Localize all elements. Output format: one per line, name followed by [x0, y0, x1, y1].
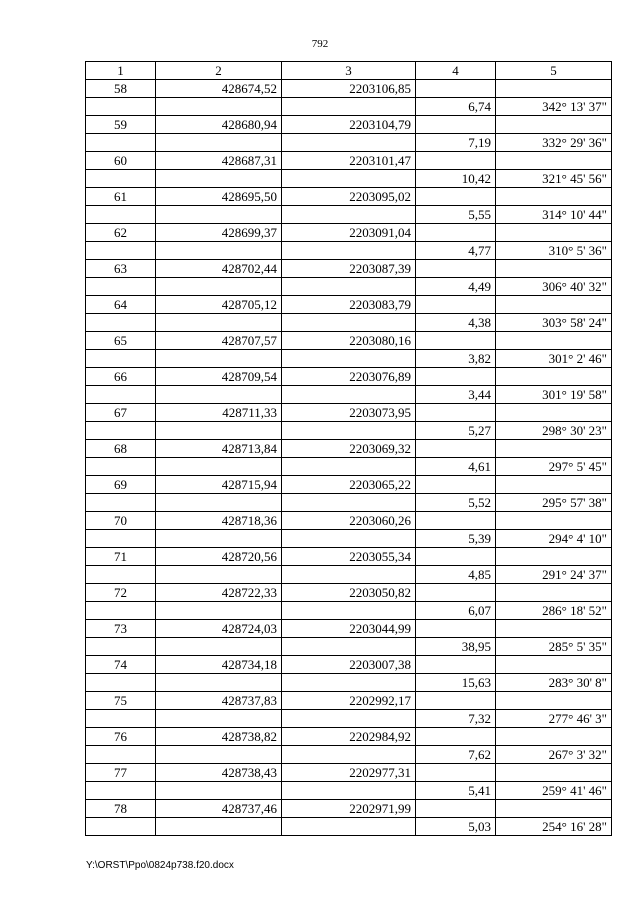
point-number-cell: 65 [86, 332, 156, 350]
empty-cell [156, 206, 282, 224]
table-row-point [86, 728, 612, 746]
table-row-point [86, 620, 612, 638]
empty-cell [416, 476, 496, 494]
direction-angle-cell: 321° 45' 56" [496, 170, 612, 188]
empty-cell [496, 224, 612, 242]
empty-cell [282, 638, 416, 656]
empty-cell [496, 656, 612, 674]
direction-angle-cell: 342° 13' 37" [496, 98, 612, 116]
table-row-segment [86, 422, 612, 440]
direction-angle-cell: 298° 30' 23" [496, 422, 612, 440]
empty-cell [282, 350, 416, 368]
y-coordinate-cell: 2203073,95 [282, 404, 416, 422]
y-coordinate-cell: 2202971,99 [282, 800, 416, 818]
empty-cell [156, 134, 282, 152]
point-number-cell: 74 [86, 656, 156, 674]
x-coordinate-cell: 428738,43 [156, 764, 282, 782]
empty-cell [496, 296, 612, 314]
empty-cell [156, 458, 282, 476]
empty-cell [86, 710, 156, 728]
coordinates-table [85, 61, 612, 836]
empty-cell [282, 98, 416, 116]
x-coordinate-cell: 428711,33 [156, 404, 282, 422]
point-number-cell: 58 [86, 80, 156, 98]
y-coordinate-cell: 2203069,32 [282, 440, 416, 458]
table-row-segment [86, 350, 612, 368]
empty-cell [282, 386, 416, 404]
empty-cell [496, 620, 612, 638]
x-coordinate-cell: 428702,44 [156, 260, 282, 278]
empty-cell [86, 134, 156, 152]
segment-length-cell: 4,49 [416, 278, 496, 296]
point-number-cell: 73 [86, 620, 156, 638]
segment-length-cell: 7,19 [416, 134, 496, 152]
segment-length-cell: 5,39 [416, 530, 496, 548]
empty-cell [496, 512, 612, 530]
table-header-row [86, 62, 612, 80]
x-coordinate-cell: 428718,36 [156, 512, 282, 530]
x-coordinate-cell: 428734,18 [156, 656, 282, 674]
empty-cell [86, 422, 156, 440]
empty-cell [86, 206, 156, 224]
empty-cell [86, 638, 156, 656]
table-row-segment [86, 170, 612, 188]
empty-cell [496, 368, 612, 386]
table-row-point [86, 332, 612, 350]
segment-length-cell: 7,62 [416, 746, 496, 764]
table-row-point [86, 440, 612, 458]
segment-length-cell: 4,85 [416, 566, 496, 584]
direction-angle-cell: 291° 24' 37" [496, 566, 612, 584]
empty-cell [86, 350, 156, 368]
table-row-point [86, 476, 612, 494]
empty-cell [416, 764, 496, 782]
segment-length-cell: 4,77 [416, 242, 496, 260]
table-row-segment [86, 206, 612, 224]
direction-angle-cell: 306° 40' 32" [496, 278, 612, 296]
empty-cell [86, 98, 156, 116]
point-number-cell: 59 [86, 116, 156, 134]
y-coordinate-cell: 2202992,17 [282, 692, 416, 710]
point-number-cell: 76 [86, 728, 156, 746]
empty-cell [156, 566, 282, 584]
empty-cell [156, 98, 282, 116]
empty-cell [86, 530, 156, 548]
segment-length-cell: 38,95 [416, 638, 496, 656]
empty-cell [496, 692, 612, 710]
empty-cell [156, 314, 282, 332]
empty-cell [86, 674, 156, 692]
empty-cell [156, 746, 282, 764]
column-header-4: 4 [416, 62, 496, 80]
empty-cell [496, 404, 612, 422]
direction-angle-cell: 295° 57' 38" [496, 494, 612, 512]
y-coordinate-cell: 2203007,38 [282, 656, 416, 674]
empty-cell [496, 188, 612, 206]
empty-cell [156, 710, 282, 728]
empty-cell [416, 80, 496, 98]
segment-length-cell: 6,07 [416, 602, 496, 620]
table-row-point [86, 656, 612, 674]
y-coordinate-cell: 2203095,02 [282, 188, 416, 206]
empty-cell [282, 530, 416, 548]
point-number-cell: 60 [86, 152, 156, 170]
table-body [86, 80, 612, 836]
point-number-cell: 75 [86, 692, 156, 710]
segment-length-cell: 15,63 [416, 674, 496, 692]
segment-length-cell: 3,82 [416, 350, 496, 368]
empty-cell [416, 332, 496, 350]
empty-cell [282, 818, 416, 836]
table-row-point [86, 188, 612, 206]
direction-angle-cell: 303° 58' 24" [496, 314, 612, 332]
empty-cell [156, 530, 282, 548]
x-coordinate-cell: 428737,83 [156, 692, 282, 710]
table-row-segment [86, 746, 612, 764]
empty-cell [86, 494, 156, 512]
empty-cell [156, 782, 282, 800]
empty-cell [496, 80, 612, 98]
empty-cell [282, 674, 416, 692]
segment-length-cell: 4,38 [416, 314, 496, 332]
empty-cell [156, 242, 282, 260]
direction-angle-cell: 277° 46' 3" [496, 710, 612, 728]
empty-cell [496, 728, 612, 746]
x-coordinate-cell: 428674,52 [156, 80, 282, 98]
y-coordinate-cell: 2203044,99 [282, 620, 416, 638]
empty-cell [282, 170, 416, 188]
empty-cell [86, 602, 156, 620]
empty-cell [282, 134, 416, 152]
table-row-point [86, 404, 612, 422]
direction-angle-cell: 294° 4' 10" [496, 530, 612, 548]
segment-length-cell: 5,41 [416, 782, 496, 800]
y-coordinate-cell: 2203087,39 [282, 260, 416, 278]
table-row-segment [86, 386, 612, 404]
empty-cell [86, 314, 156, 332]
direction-angle-cell: 297° 5' 45" [496, 458, 612, 476]
table-row-segment [86, 674, 612, 692]
y-coordinate-cell: 2203080,16 [282, 332, 416, 350]
point-number-cell: 68 [86, 440, 156, 458]
empty-cell [282, 710, 416, 728]
segment-length-cell: 5,03 [416, 818, 496, 836]
table-row-segment [86, 134, 612, 152]
x-coordinate-cell: 428720,56 [156, 548, 282, 566]
point-number-cell: 77 [86, 764, 156, 782]
y-coordinate-cell: 2203065,22 [282, 476, 416, 494]
direction-angle-cell: 283° 30' 8" [496, 674, 612, 692]
empty-cell [416, 656, 496, 674]
x-coordinate-cell: 428737,46 [156, 800, 282, 818]
table-row-segment [86, 530, 612, 548]
empty-cell [416, 116, 496, 134]
y-coordinate-cell: 2203050,82 [282, 584, 416, 602]
segment-length-cell: 10,42 [416, 170, 496, 188]
empty-cell [156, 602, 282, 620]
empty-cell [282, 242, 416, 260]
table-row-segment [86, 566, 612, 584]
y-coordinate-cell: 2203106,85 [282, 80, 416, 98]
table-row-point [86, 80, 612, 98]
point-number-cell: 69 [86, 476, 156, 494]
empty-cell [416, 296, 496, 314]
table-row-point [86, 584, 612, 602]
table-row-point [86, 296, 612, 314]
table-row-point [86, 152, 612, 170]
empty-cell [156, 818, 282, 836]
empty-cell [496, 116, 612, 134]
y-coordinate-cell: 2203055,34 [282, 548, 416, 566]
empty-cell [416, 188, 496, 206]
empty-cell [156, 170, 282, 188]
x-coordinate-cell: 428705,12 [156, 296, 282, 314]
y-coordinate-cell: 2203083,79 [282, 296, 416, 314]
empty-cell [416, 224, 496, 242]
empty-cell [156, 422, 282, 440]
empty-cell [156, 674, 282, 692]
y-coordinate-cell: 2202984,92 [282, 728, 416, 746]
x-coordinate-cell: 428707,57 [156, 332, 282, 350]
point-number-cell: 63 [86, 260, 156, 278]
empty-cell [156, 638, 282, 656]
segment-length-cell: 5,27 [416, 422, 496, 440]
table-row-point [86, 512, 612, 530]
x-coordinate-cell: 428695,50 [156, 188, 282, 206]
column-header-1: 1 [86, 62, 156, 80]
table-row-segment [86, 818, 612, 836]
empty-cell [282, 602, 416, 620]
column-header-2: 2 [156, 62, 282, 80]
table-row-segment [86, 278, 612, 296]
table-row-point [86, 800, 612, 818]
direction-angle-cell: 301° 19' 58" [496, 386, 612, 404]
x-coordinate-cell: 428699,37 [156, 224, 282, 242]
point-number-cell: 71 [86, 548, 156, 566]
empty-cell [86, 818, 156, 836]
point-number-cell: 67 [86, 404, 156, 422]
page-number: 792 [311, 38, 329, 50]
direction-angle-cell: 254° 16' 28" [496, 818, 612, 836]
column-header-3: 3 [282, 62, 416, 80]
direction-angle-cell: 259° 41' 46" [496, 782, 612, 800]
x-coordinate-cell: 428722,33 [156, 584, 282, 602]
table-row-segment [86, 314, 612, 332]
empty-cell [86, 782, 156, 800]
x-coordinate-cell: 428715,94 [156, 476, 282, 494]
y-coordinate-cell: 2203091,04 [282, 224, 416, 242]
point-number-cell: 64 [86, 296, 156, 314]
direction-angle-cell: 285° 5' 35" [496, 638, 612, 656]
point-number-cell: 66 [86, 368, 156, 386]
empty-cell [282, 782, 416, 800]
footer-file-path: Y:\ORST\Ppo\0824p738.f20.docx [86, 860, 234, 871]
direction-angle-cell: 301° 2' 46" [496, 350, 612, 368]
direction-angle-cell: 332° 29' 36" [496, 134, 612, 152]
table-row-segment [86, 242, 612, 260]
point-number-cell: 78 [86, 800, 156, 818]
direction-angle-cell: 314° 10' 44" [496, 206, 612, 224]
segment-length-cell: 5,55 [416, 206, 496, 224]
empty-cell [416, 152, 496, 170]
empty-cell [282, 494, 416, 512]
empty-cell [496, 152, 612, 170]
x-coordinate-cell: 428724,03 [156, 620, 282, 638]
y-coordinate-cell: 2203076,89 [282, 368, 416, 386]
empty-cell [86, 746, 156, 764]
empty-cell [496, 548, 612, 566]
empty-cell [282, 566, 416, 584]
empty-cell [496, 332, 612, 350]
direction-angle-cell: 286° 18' 52" [496, 602, 612, 620]
direction-angle-cell: 310° 5' 36" [496, 242, 612, 260]
table-row-segment [86, 458, 612, 476]
x-coordinate-cell: 428738,82 [156, 728, 282, 746]
segment-length-cell: 7,32 [416, 710, 496, 728]
empty-cell [282, 206, 416, 224]
y-coordinate-cell: 2203101,47 [282, 152, 416, 170]
empty-cell [282, 278, 416, 296]
column-header-5: 5 [496, 62, 612, 80]
table-row-point [86, 116, 612, 134]
empty-cell [416, 800, 496, 818]
point-number-cell: 70 [86, 512, 156, 530]
table-row-segment [86, 494, 612, 512]
table-row-segment [86, 638, 612, 656]
empty-cell [86, 386, 156, 404]
empty-cell [496, 764, 612, 782]
empty-cell [496, 260, 612, 278]
table-row-segment [86, 602, 612, 620]
empty-cell [496, 584, 612, 602]
empty-cell [86, 566, 156, 584]
segment-length-cell: 6,74 [416, 98, 496, 116]
empty-cell [156, 350, 282, 368]
empty-cell [416, 440, 496, 458]
y-coordinate-cell: 2202977,31 [282, 764, 416, 782]
point-number-cell: 72 [86, 584, 156, 602]
table-row-segment [86, 710, 612, 728]
empty-cell [282, 314, 416, 332]
empty-cell [416, 260, 496, 278]
empty-cell [416, 368, 496, 386]
segment-length-cell: 3,44 [416, 386, 496, 404]
empty-cell [416, 584, 496, 602]
empty-cell [416, 404, 496, 422]
empty-cell [416, 620, 496, 638]
x-coordinate-cell: 428713,84 [156, 440, 282, 458]
y-coordinate-cell: 2203104,79 [282, 116, 416, 134]
empty-cell [416, 728, 496, 746]
table-row-segment [86, 98, 612, 116]
empty-cell [416, 548, 496, 566]
table-row-point [86, 368, 612, 386]
empty-cell [86, 278, 156, 296]
point-number-cell: 61 [86, 188, 156, 206]
empty-cell [416, 512, 496, 530]
empty-cell [496, 476, 612, 494]
empty-cell [156, 386, 282, 404]
table-row-point [86, 692, 612, 710]
empty-cell [496, 800, 612, 818]
empty-cell [282, 746, 416, 764]
table-row-segment [86, 782, 612, 800]
empty-cell [156, 278, 282, 296]
segment-length-cell: 5,52 [416, 494, 496, 512]
empty-cell [86, 242, 156, 260]
x-coordinate-cell: 428687,31 [156, 152, 282, 170]
x-coordinate-cell: 428709,54 [156, 368, 282, 386]
point-number-cell: 62 [86, 224, 156, 242]
segment-length-cell: 4,61 [416, 458, 496, 476]
table-row-point [86, 260, 612, 278]
empty-cell [156, 494, 282, 512]
empty-cell [282, 422, 416, 440]
empty-cell [86, 170, 156, 188]
x-coordinate-cell: 428680,94 [156, 116, 282, 134]
empty-cell [496, 440, 612, 458]
direction-angle-cell: 267° 3' 32" [496, 746, 612, 764]
table-row-point [86, 764, 612, 782]
empty-cell [86, 458, 156, 476]
empty-cell [282, 458, 416, 476]
table-row-point [86, 548, 612, 566]
table-row-point [86, 224, 612, 242]
empty-cell [416, 692, 496, 710]
y-coordinate-cell: 2203060,26 [282, 512, 416, 530]
